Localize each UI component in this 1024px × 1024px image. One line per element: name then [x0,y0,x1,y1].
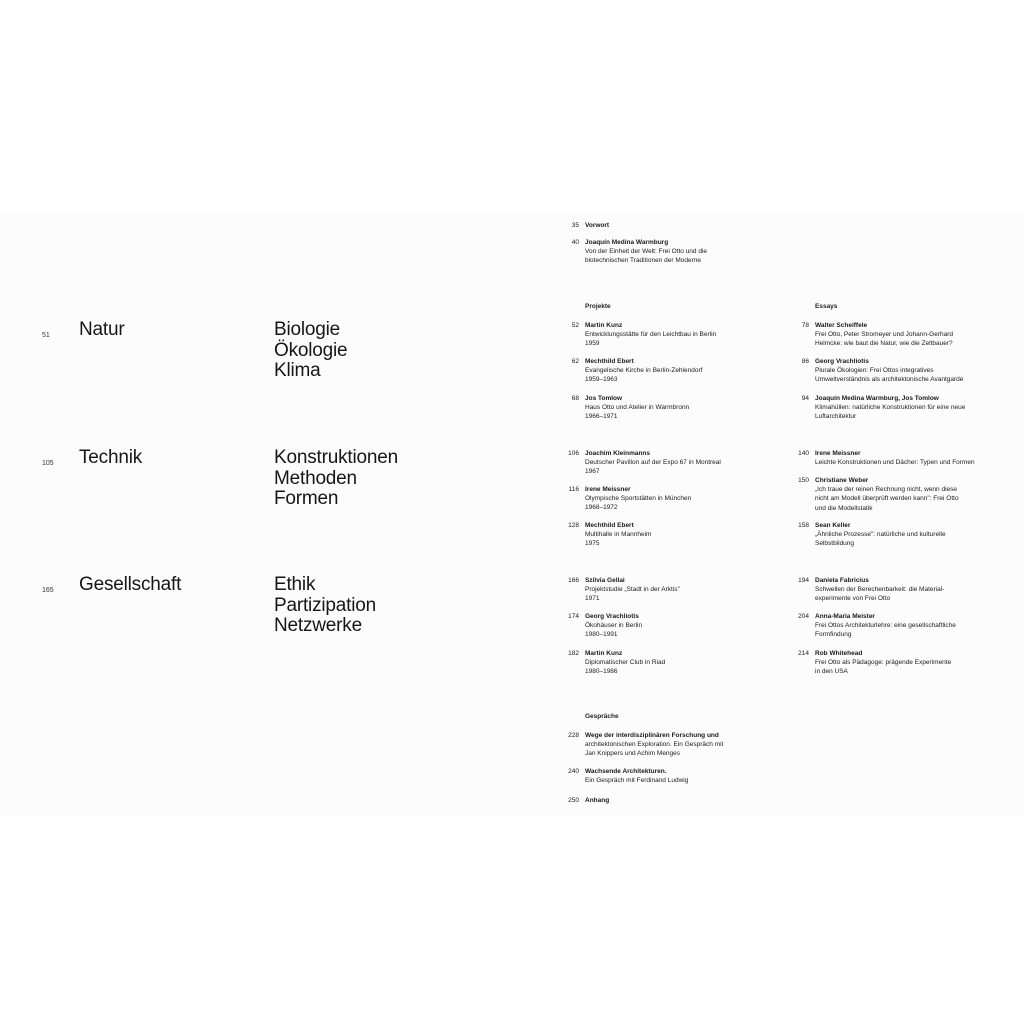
entry-heading: Anhang [585,797,610,804]
entry-page-number: 182 [568,650,579,657]
entry-page-number: 240 [568,768,579,775]
section-topics [274,320,347,382]
entry-heading: Joaquín Medina Warmburg, Jos Tomlow [815,395,939,402]
toc-entry [568,796,610,805]
toc-entry [571,221,610,230]
entry-line: Formfindung [815,631,852,639]
entry-line: „Ähnliche Prozesse": natürliche und kulturelle [815,531,946,539]
entry-page-number: 140 [798,450,809,457]
entry-heading: Rob Whitehead [815,650,863,657]
toc-entry [571,238,708,266]
entry-line: Ein Gespräch mit Ferdinand Ludwig [585,777,689,785]
toc-entry [801,357,964,385]
entry-line: Multihalle in Mannheim [585,531,652,539]
entry-line: 1971 [585,595,600,603]
toc-entry [571,321,717,349]
entry-line: Frei Ottos Architekturlehre: eine gesellschaftliche [815,622,956,630]
entry-line: experimente von Frei Otto [815,595,891,603]
section-topic: Biologie [274,319,341,340]
heading-projekte: Projekte [585,303,611,310]
toc-entry [798,521,946,549]
heading-essays: Essays [815,303,838,310]
entry-line: 1966–1971 [585,413,618,421]
entry-line: 1959–1963 [585,376,618,384]
entry-page-number: 62 [571,358,579,365]
toc-entry [798,649,952,677]
entry-line: Plurale Ökologien: Frei Ottos integratives [815,367,934,375]
entry-line: Projektstudie „Stadt in der Arktis" [585,586,680,594]
entry-line: Frei Otto, Peter Stromeyer und Johann-Gerhard [815,331,954,339]
entry-page-number: 68 [571,395,579,402]
entry-line: Leichte Konstruktionen und Dächer: Typen und Formen [815,459,975,467]
entry-page-number: 86 [801,358,809,365]
toc-entry [798,449,975,467]
entry-heading: Georg Vrachliotis [815,358,869,365]
toc-entry [568,767,689,785]
section-topic: Ökologie [274,339,348,361]
entry-heading: Szilvia Gellai [585,577,625,584]
entry-line: Klimahüllen: natürliche Konstruktionen für eine neue [815,404,966,412]
toc-entry [801,394,966,422]
entry-page-number: 194 [798,577,809,584]
entry-page-number: 78 [801,322,809,329]
section-page-number: 51 [42,332,50,339]
toc-entry [571,357,703,385]
section-topics [274,448,398,510]
section-topics [274,575,376,637]
entry-heading: Martin Kunz [585,650,623,657]
entry-line: Olympische Sportstätten in München [585,495,692,503]
section-topic: Formen [274,488,339,509]
entry-heading: Georg Vrachliotis [585,613,639,620]
entry-heading: Mechthild Ebert [585,358,634,365]
entry-line: architektonischen Exploration. Ein Gespräch mit [585,741,724,749]
section-topic: Partizipation [274,594,376,616]
entry-page-number: 52 [571,322,579,329]
entry-line: 1975 [585,540,600,548]
entry-line: in den USA [815,668,848,676]
entry-page-number: 35 [571,222,579,229]
toc-entry [568,576,680,604]
entry-page-number: 106 [568,450,579,457]
section-topic: Methoden [274,467,357,489]
entry-page-number: 116 [568,486,579,493]
entry-page-number: 174 [568,613,579,620]
entry-page-number: 214 [798,650,809,657]
entry-line: nicht am Modell überprüft werden kann": Frei Otto [815,495,959,503]
entry-heading: Daniela Fabricius [815,577,869,584]
entry-page-number: 204 [798,613,809,620]
entry-line: Deutscher Pavillon auf der Expo 67 in Montreal [585,459,721,467]
entry-page-number: 128 [568,522,579,529]
entry-heading: Martin Kunz [585,322,623,329]
section-topic: Netzwerke [274,615,362,636]
section-title: Technik [79,447,143,468]
entry-heading: Vorwort [585,222,610,229]
section-title: Natur [79,319,125,340]
entry-page-number: 150 [798,477,809,484]
toc-entry [798,476,959,513]
entry-heading: Irene Meissner [815,450,861,457]
entry-page-number: 40 [571,239,579,246]
entry-heading: Christiane Weber [815,477,869,484]
entry-line: Jan Knippers und Achim Menges [585,750,681,758]
section-topic: Ethik [274,574,316,595]
entry-page-number: 228 [568,732,579,739]
entry-line: Luftarchitektur [815,413,857,421]
entry-line: 1980–1991 [585,631,618,639]
entry-page-number: 94 [801,395,809,402]
entry-heading: Sean Keller [815,522,851,529]
entry-page-number: 158 [798,522,809,529]
entry-page-number: 166 [568,577,579,584]
entry-line: Von der Einheit der Welt: Frei Otto und die [585,248,708,256]
entry-heading: Jos Tomlow [585,395,623,402]
section-topic: Klima [274,360,321,381]
book-spread [0,213,1024,815]
section-page-number: 105 [42,460,54,467]
entry-heading: Wachsende Architekturen. [585,768,667,775]
entry-line: Schwellen der Berechenbarkeit: die Material- [815,586,945,594]
entry-line: Entwicklungsstätte für den Leichtbau in Berlin [585,331,717,339]
entry-heading: Irene Meissner [585,486,631,493]
entry-page-number: 250 [568,797,579,804]
entry-line: 1980–1986 [585,668,618,676]
entry-line: Diplomatischer Club in Riad [585,659,666,667]
toc-entry [571,394,690,422]
entry-line: Helmcke: wie baut die Natur, wie die Zeltbauer? [815,340,953,348]
entry-heading: Anna-Maria Meister [815,613,875,620]
entry-line: 1967 [585,468,600,476]
entry-line: Umweltverständnis als architektonische Avantgarde [815,376,964,384]
entry-line: und die Modellstatik [815,504,873,512]
entry-heading: Joaquín Medina Warmburg [585,239,669,246]
toc-entry [568,449,721,477]
entry-line: „Ich traue der reinen Rechnung nicht, wenn diese [815,486,958,494]
entry-heading: Walter Scheiffele [815,322,868,329]
toc-entry [798,612,956,640]
section-title: Gesellschaft [79,574,182,595]
section-page-number: 165 [42,587,54,594]
entry-line: Evangelische Kirche in Berlin-Zehlendorf [585,367,703,375]
toc-entry [568,521,652,549]
toc-entry [568,485,692,513]
entry-heading: Wege der interdisziplinären Forschung und [585,732,719,739]
entry-line: 1959 [585,340,600,348]
entry-heading: Mechthild Ebert [585,522,634,529]
heading-gespraeche: Gespräche [585,713,619,720]
entry-line: biotechnischen Traditionen der Moderne [585,257,701,265]
toc-entry [798,576,945,604]
entry-heading: Joachim Kleinmanns [585,450,651,457]
entry-line: Haus Otto und Atelier in Warmbronn [585,404,690,412]
entry-line: 1968–1972 [585,504,618,512]
toc-entry [568,612,643,640]
section-topic: Konstruktionen [274,447,398,468]
toc-entry [801,321,954,349]
toc-entry [568,649,666,677]
toc-entry [568,731,724,759]
entry-line: Frei Otto als Pädagoge: prägende Experimente [815,659,952,667]
entry-line: Selbstbildung [815,540,855,548]
entry-line: Ökohäuser in Berlin [585,622,643,630]
